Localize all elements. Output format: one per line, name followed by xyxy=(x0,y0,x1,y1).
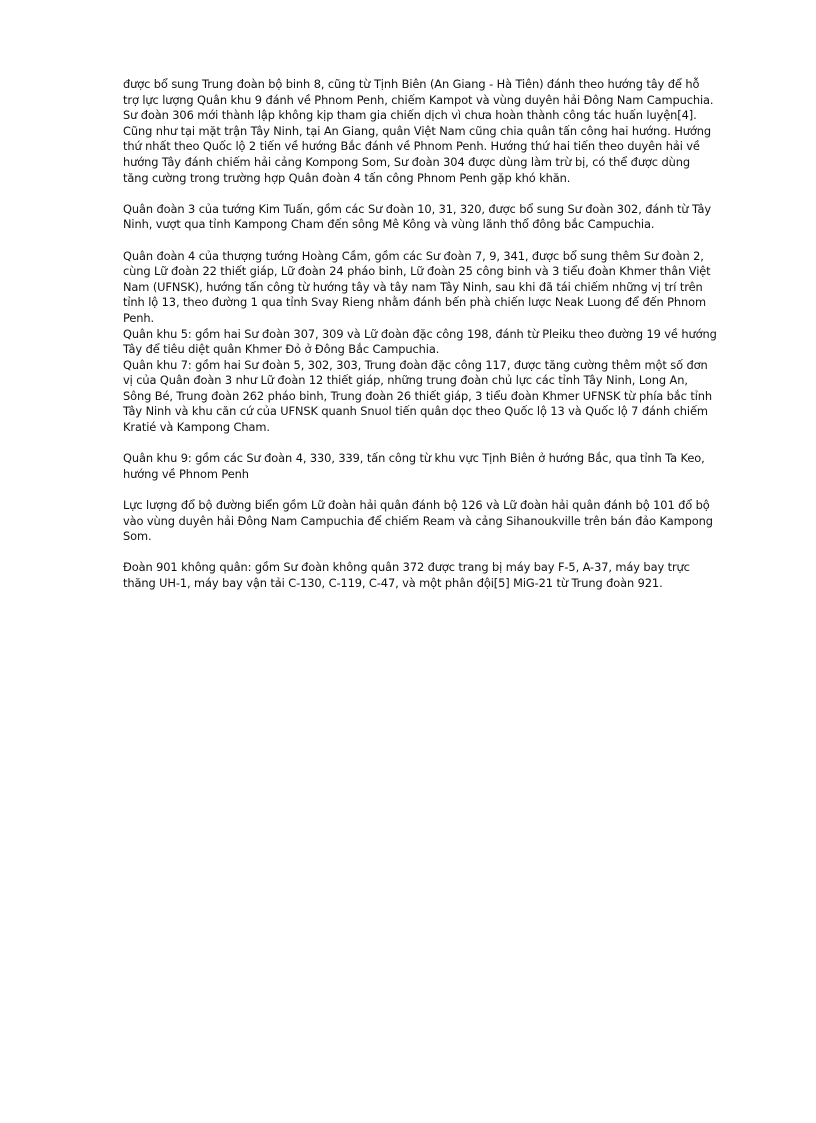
paragraph-military-region-7: Quân khu 7: gồm hai Sư đoàn 5, 302, 303, Trung đoàn đặc công 117, được tăng cường thêm một số đơn vị của Quân đoàn 3 như Lữ đoàn 12 thiết giáp, những trung đoàn chủ lực các tỉnh Tây Ninh, Long An, Sông Bé, Trung đoàn 262 pháo binh, Trung đoàn 26 thiết giáp, 3 tiểu đoàn Khmer UFNSK từ phía bắc tỉnh Tây Ninh và khu căn cứ của UFNSK quanh Snuol tiến quân dọc theo Quốc lộ 13 và Quốc lộ 7 đánh chiếm Kratié và Kampong Cham. xyxy=(123,357,713,435)
paragraph-military-region-5: Quân khu 5: gồm hai Sư đoàn 307, 309 và Lữ đoàn đặc công 198, đánh từ Pleiku theo đường 19 về hướng Tây để tiêu diệt quân Khmer Đỏ ở Đông Bắc Campuchia. xyxy=(123,326,717,357)
paragraph-military-region-9: Quân khu 9: gồm các Sư đoàn 4, 330, 339, tấn công từ khu vực Tịnh Biên ở hướng Bắc, qua tỉnh Ta Keo, hướng về Phnom Penh xyxy=(123,451,705,481)
paragraph-air-group-901: Đoàn 901 không quân: gồm Sư đoàn không quân 372 được trang bị máy bay F-5, A-37, máy bay trực thăng UH-1, máy bay vận tải C-130, C-119, C-47, và một phân đội[5] MiG-21 từ Trung đoàn 921. xyxy=(123,560,690,590)
document-body xyxy=(123,77,717,592)
paragraph-army-region-9-reinforcement: được bổ sung Trung đoàn bộ binh 8, cũng từ Tịnh Biên (An Giang - Hà Tiên) đánh theo hướng tây để hỗ trợ lực lượng Quân khu 9 đánh về Phnom Penh, chiếm Kampot và vùng duyên hải Đông Nam Campuchia. Sư đoàn 306 mới thành lập không kịp tham gia chiến dịch vì chưa hoàn thành công tác huấn luyện[4]. Cũng như tại mặt trận Tây Ninh, tại An Giang, quân Việt Nam cũng chia quân tấn công hai hướng. Hướng thứ nhất theo Quốc lộ 2 tiến về hướng Bắc đánh về Phnom Penh. Hướng thứ hai tiến theo duyên hải về hướng Tây đánh chiếm hải cảng Kompong Som, Sư đoàn 304 được dùng làm trừ bị, có thể được dùng tăng cường trong trường hợp Quân đoàn 4 tấn công Phnom Penh gặp khó khăn. xyxy=(123,77,714,185)
paragraph-corps-3: Quân đoàn 3 của tướng Kim Tuấn, gồm các Sư đoàn 10, 31, 320, được bổ sung Sư đoàn 302, đánh từ Tây Ninh, vượt qua tỉnh Kampong Cham đến sông Mê Kông và vùng lãnh thổ đông bắc Campuchia. xyxy=(123,201,712,232)
paragraph-naval-landing-force: Lực lượng đổ bộ đường biển gồm Lữ đoàn hải quân đánh bộ 126 và Lữ đoàn hải quân đánh bộ 101 đổ bộ vào vùng duyên hải Đông Nam Campuchia để chiếm Ream và cảng Sihanoukville trên bán đảo Kampong Som. xyxy=(123,498,713,544)
paragraph-corps-4: Quân đoàn 4 của thượng tướng Hoàng Cầm, gồm các Sư đoàn 7, 9, 341, được bổ sung thêm Sư đoàn 2, cùng Lữ đoàn 22 thiết giáp, Lữ đoàn 24 pháo binh, Lữ đoàn 25 công binh và 3 tiểu đoàn Khmer thân Việt Nam (UFNSK), hướng tấn công từ hướng tây và tây nam Tây Ninh, sau khi đã tái chiếm những vị trí trên tỉnh lộ 13, theo đường 1 qua tỉnh Svay Rieng nhằm đánh bến phà chiến lược Neak Luong để đến Phnom Penh. xyxy=(123,248,711,325)
